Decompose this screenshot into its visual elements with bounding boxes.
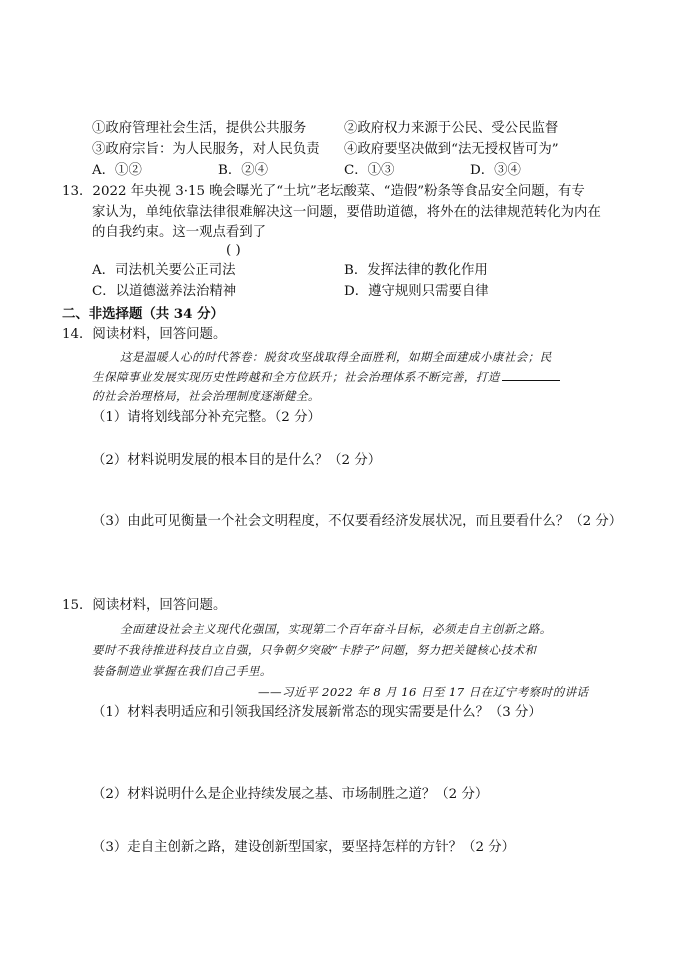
- q12-choice-d: D．③④: [470, 163, 521, 178]
- q12-option-2: ②政府权力来源于公民、受公民监督: [344, 121, 559, 136]
- q15-subquestion-2: （2）材料说明什么是企业持续发展之基、市场制胜之道？（2 分）: [92, 787, 489, 802]
- q14-material-line-2: [92, 368, 562, 386]
- q14-material-line-1: 这是温暖人心的时代答卷：脱贫攻坚战取得全面胜利，如期全面建成小康社会；民: [120, 350, 552, 364]
- q15-material-line-1: 全面建设社会主义现代化强国，实现第二个百年奋斗目标，必须走自主创新之路。: [120, 622, 552, 636]
- q12-option-3: ③政府宗旨：为人民服务，对人民负责: [92, 142, 320, 157]
- q12-choice-c: C．①③: [344, 163, 395, 178]
- q14-material-line-2-text: 生保障事业发展实现历史性跨越和全方位跃升；社会治理体系不断完善，打造: [92, 370, 500, 384]
- q15-material-line-3: 装备制造业掌握在我们自己手里。: [92, 664, 272, 678]
- q14-subquestion-3: （3）由此可见衡量一个社会文明程度，不仅要看经济发展状况，而且要看什么？（2 分）: [92, 514, 623, 529]
- q13-choice-c: C．以道德滋养法治精神: [92, 284, 237, 299]
- q14-material-line-3: 的社会治理格局，社会治理制度逐渐健全。: [92, 389, 320, 403]
- q12-choice-b: B．②④: [218, 163, 269, 178]
- q12-option-1: ①政府管理社会生活，提供公共服务: [92, 121, 307, 136]
- q15-source: ——习近平 2022 年 8 月 16 日至 17 日在辽宁考察时的讲话: [258, 685, 589, 699]
- q13-stem-line-1: 13．2022 年央视 3·15 晚会曝光了“土坑”老坛酸菜、“造假”粉条等食品安全问题，有专: [62, 184, 585, 199]
- q13-choice-a: A．司法机关要公正司法: [92, 263, 236, 278]
- q13-choice-d: D．遵守规则只需要自律: [344, 284, 489, 299]
- q13-stem-line-3: 的自我约束。这一观点看到了: [92, 225, 267, 240]
- q15-subquestion-1: （1）材料表明适应和引领我国经济发展新常态的现实需要是什么？（3 分）: [92, 705, 542, 720]
- q15-material-line-2: 要时不我待推进科技自立自强，只争朝夕突破“卡脖子”问题，努力把关键核心技术和: [92, 643, 537, 657]
- q13-answer-paren: ( ): [226, 243, 241, 258]
- q14-subquestion-2: （2）材料说明发展的根本目的是什么？（2 分）: [92, 453, 382, 468]
- fill-in-blank[interactable]: [502, 369, 560, 381]
- q12-option-4: ④政府要坚决做到“法无授权皆可为”: [344, 142, 559, 157]
- q13-stem-line-2: 家认为，单纯依靠法律很难解决这一问题，要借助道德，将外在的法律规范转化为内在: [92, 205, 601, 220]
- q12-choice-a: A．①②: [92, 163, 142, 178]
- q14-stem: 14．阅读材料，回答问题。: [62, 327, 227, 342]
- q13-choice-b: B．发挥法律的教化作用: [344, 263, 488, 278]
- q15-subquestion-3: （3）走自主创新之路，建设创新型国家，要坚持怎样的方针？（2 分）: [92, 840, 516, 855]
- section-heading: 二、非选择题（共 34 分）: [62, 306, 224, 322]
- q15-stem: 15．阅读材料，回答问题。: [62, 598, 227, 613]
- q14-subquestion-1: （1）请将划线部分补充完整。（2 分）: [92, 410, 321, 425]
